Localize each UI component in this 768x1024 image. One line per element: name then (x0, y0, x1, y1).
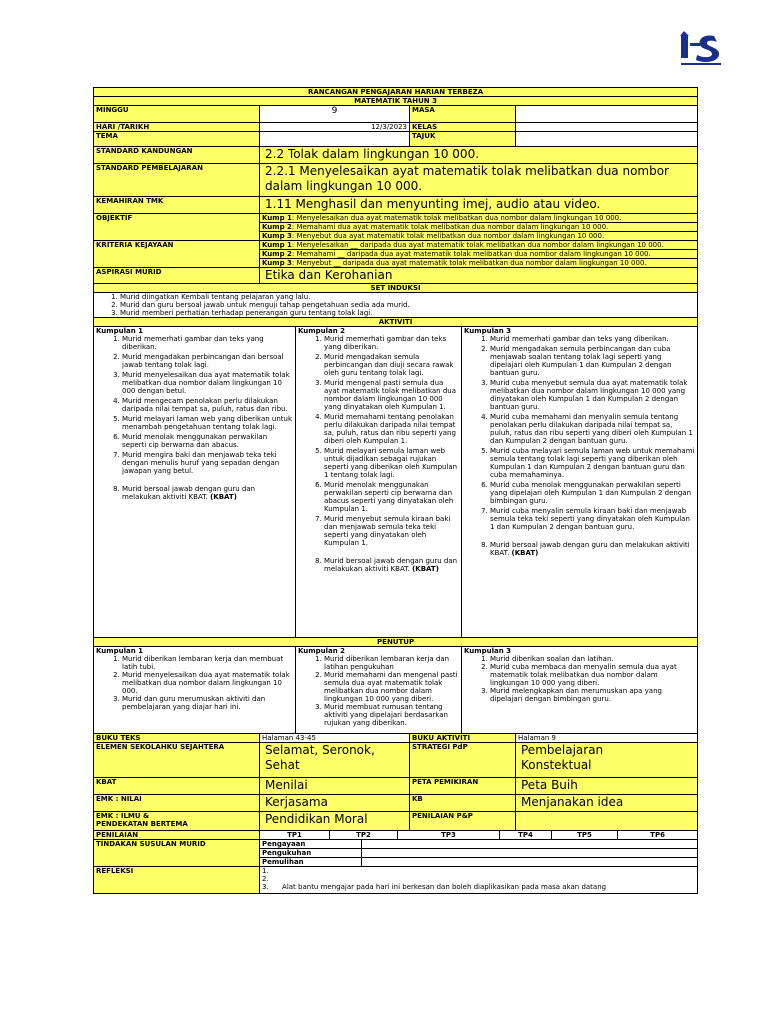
kelas-label: KELAS (410, 123, 516, 132)
strategi-value: Pembelajaran Konstektual (516, 743, 698, 778)
list-item: 6. Murid menolak menggunakan perwakilan seperti cip berwarna dan abacus. (122, 433, 293, 449)
tindakan-label: TINDAKAN SUSULAN MURID (94, 840, 260, 867)
school-logo-icon (678, 30, 724, 70)
doc-subtitle: MATEMATIK TAHUN 3 (94, 97, 698, 106)
refleksi-item: 3. Alat bantu mengajar pada hari ini berkesan dan boleh diaplikasikan pada masa akan datang (262, 883, 607, 891)
hari-label: HARI /TARIKH (94, 123, 260, 132)
list-item: 3. Murid melengkapkan dan merumuskan apa yang dipelajari dengan bimbingan guru. (490, 687, 695, 703)
aktiviti-title: AKTIVITI (94, 318, 698, 327)
masa-label: MASA (410, 106, 516, 123)
aspirasi-label: ASPIRASI MURID (94, 268, 260, 284)
tarikh-value: 12/3/2023 (260, 123, 410, 132)
emk-nilai-value: Kerjasama (260, 795, 410, 812)
list-item: 1. Murid diberikan soalan dan latihan. (490, 655, 695, 663)
list-item: 2. Murid mengadakan perbincangan dan bersoal jawab tentang tolak lagi. (122, 353, 293, 369)
tp-cell: TP1 (260, 831, 330, 840)
tindakan-item: Pengukuhan (260, 849, 362, 858)
list-item: 6. Murid cuba menolak menggunakan perwakilan seperti yang dipelajari oleh Kumpulan 1 dan Kumpulan 2 dengan bimbingan guru. (490, 481, 695, 505)
tmk-label: KEMAHIRAN TMK (94, 197, 260, 214)
list-item: 3. Murid dan guru merumuskan aktiviti dan pembelajaran yang diajar hari ini. (122, 695, 293, 711)
emk-ilmu-label: EMK : ILMU & PENDEKATAN BERTEMA (94, 812, 260, 831)
elemen-label: ELEMEN SEKOLAHKU SEJAHTERA (94, 743, 260, 778)
kumpulan-3-title: Kumpulan 3 (464, 647, 511, 655)
list-item: 1. Murid diberikan lembaran kerja dan membuat latih tubi. (122, 655, 293, 671)
aktiviti-kumpulan-2 (296, 327, 462, 638)
kumpulan-2-title: Kumpulan 2 (298, 647, 345, 655)
objektif-label: OBJEKTIF (94, 214, 260, 241)
list-item: 3. Murid menyelesaikan dua ayat matematik tolak melibatkan dua nombor dalam lingkungan 10 000 dengan betul. (122, 371, 293, 395)
penutup-kumpulan-2 (296, 647, 462, 734)
list-item: 2. Murid cuba membaca dan menyalin semula dua ayat matematik tolak melibatkan dua nombor dalam lingkungan 10 000 yang diberi. (490, 663, 695, 687)
sk-label: STANDARD KANDUNGAN (94, 147, 260, 164)
tp-cell: TP5 (552, 831, 618, 840)
penilaian-pp-label: PENILAIAN P&P (410, 812, 516, 831)
tmk-value: 1.11 Menghasil dan menyunting imej, audio atau video. (260, 197, 698, 214)
objektif-item: Kump 3: Menyebut dua ayat matematik tolak melibatkan dua nombor dalam lingkungan 10 000. (260, 232, 698, 241)
list-item: 1. Murid diingatkan Kembali tentang pelajaran yang lalu. (120, 293, 695, 301)
doc-title: RANCANGAN PENGAJARAN HARIAN TERBEZA (94, 88, 698, 97)
list-item: 8. Murid bersoal jawab dengan guru dan melakukan aktiviti KBAT. (KBAT) (324, 557, 459, 573)
sp-label: STANDARD PEMBELAJARAN (94, 164, 260, 197)
kbat-value: Menilai (260, 778, 410, 795)
kumpulan-1-title: Kumpulan 1 (96, 327, 143, 335)
rph-table (93, 87, 698, 894)
list-item: 2. Murid mengadakan semula perbincangan dan cuba menjawab soalan tentang tolak lagi seperti yang dipelajari oleh Kumpulan 1 dan Kumpulan 2 dengan bantuan guru. (490, 345, 695, 377)
penutup-title: PENUTUP (94, 638, 698, 647)
penilaian-pp-value (516, 812, 698, 831)
buku-aktiviti-label: BUKU AKTIVITI (410, 734, 516, 743)
tp-cell: TP6 (618, 831, 698, 840)
peta-value: Peta Buih (516, 778, 698, 795)
list-item: 1. Murid memerhati gambar dan teks yang diberikan. (122, 335, 293, 351)
list-item: 4. Murid cuba memahami dan menyalin semula tentang penolakan perlu dilakukan daripada nilai tempat sa, puluh, ratus dan ribu seperti yang diberi oleh Kumpulan 1 dan Kumpulan 2 dengan bantuan guru. (490, 413, 695, 445)
list-item: 3. Murid mengenal pasti semula dua ayat matematik tolak melibatkan dua nombor dalam lingkungan 10 000 yang dinyatakan oleh Kumpulan 1. (324, 379, 459, 411)
kriteria-label: KRITERIA KEJAYAAN (94, 241, 260, 268)
list-item: 5. Murid melayari semula laman web untuk dijadikan sebagai rujukan seperti yang diberikan oleh Kumpulan 1 tentang tolak lagi. (324, 447, 459, 479)
objektif-item: Kump 2: Memahami dua ayat matematik tolak melibatkan dua nombor dalam lingkungan 10 000. (260, 223, 698, 232)
refleksi-label: REFLEKSI (94, 867, 260, 894)
list-item: 1. Murid memerhati gambar dan teks yang diberikan. (324, 335, 459, 351)
list-item: 1. Murid memerhati gambar dan teks yang diberikan. (490, 335, 695, 343)
tindakan-value (362, 849, 698, 858)
kumpulan-3-title: Kumpulan 3 (464, 327, 511, 335)
penutup-kumpulan-1 (94, 647, 296, 734)
masa-value (516, 106, 698, 123)
aktiviti-kumpulan-1 (94, 327, 296, 638)
tema-label: TEMA (94, 132, 260, 147)
buku-teks-value: Halaman 43-45 (260, 734, 410, 743)
tajuk-value (516, 132, 698, 147)
emk-ilmu-value: Pendidikan Moral (260, 812, 410, 831)
list-item: 4. Murid mengecam penolakan perlu dilakukan daripada nilai tempat sa, puluh, ratus dan ribu. (122, 397, 293, 413)
set-induksi-list (94, 293, 698, 318)
aktiviti-kumpulan-3 (462, 327, 698, 638)
refleksi-item: 2. (262, 875, 269, 883)
list-item: 2. Murid dan guru bersoal jawab untuk menguji tahap pengetahuan sedia ada murid. (120, 301, 695, 309)
tindakan-item: Pemulihan (260, 858, 362, 867)
list-item: 7. Murid cuba menyalin semula kiraan baki dan menjawab semula teka teki seperti yang dinyatakan oleh Kumpulan 1 dan Kumpulan 2 dengan bantuan guru. (490, 507, 695, 531)
list-item: 8. Murid bersoal jawab dengan guru dan melakukan aktiviti KBAT. (KBAT) (490, 541, 695, 557)
tindakan-value (362, 858, 698, 867)
minggu-value: 9 (260, 106, 410, 123)
kumpulan-1-title: Kumpulan 1 (96, 647, 143, 655)
list-item: 2. Murid menyelesaikan dua ayat matematik tolak melibatkan dua nombor dalam lingkungan 10 000. (122, 671, 293, 695)
sp-value: 2.2.1 Menyelesaikan ayat matematik tolak melibatkan dua nombor dalam lingkungan 10 000. (260, 164, 698, 197)
list-item: 6. Murid menolak menggunakan perwakilan seperti cip berwarna dan abacus seperti yang dinyatakan oleh Kumpulan 1. (324, 481, 459, 513)
aspirasi-value: Etika dan Kerohanian (260, 268, 698, 284)
tp-cell: TP3 (398, 831, 500, 840)
tp-cell: TP2 (330, 831, 398, 840)
list-item: 3. Murid membuat rumusan tentang aktiviti yang dipelajari berdasarkan rujukan yang diberikan. (324, 703, 459, 727)
kriteria-item: Kump 3: Menyebut __ daripada dua ayat matematik tolak melibatkan dua nombor dalam lingkungan 10 000. (260, 259, 698, 268)
emk-nilai-label: EMK : NILAI (94, 795, 260, 812)
kelas-value (516, 123, 698, 132)
list-item: 7. Murid mengira baki dan menjawab teka teki dengan menulis huruf yang sepadan dengan jawapan yang betul. (122, 451, 293, 475)
objektif-item: Kump 1: Menyelesaikan dua ayat matematik tolak melibatkan dua nombor dalam lingkungan 10 000. (260, 214, 698, 223)
list-item: 1. Murid diberikan lembaran kerja dan latihan pengukuhan (324, 655, 459, 671)
penutup-kumpulan-3 (462, 647, 698, 734)
kb-value: Menjanakan idea (516, 795, 698, 812)
list-item: 3. Murid cuba menyebut semula dua ayat matematik tolak melibatkan dua nombor dalam lingkungan 10 000 yang dinyatakan oleh Kumpulan 1 dan Kumpulan 2 dengan bantuan guru. (490, 379, 695, 411)
kumpulan-2-title: Kumpulan 2 (298, 327, 345, 335)
tema-value (260, 132, 410, 147)
list-item: 5. Murid melayari laman web yang diberikan untuk menambah pengetahuan tentang tolak lagi. (122, 415, 293, 431)
list-item: 8. Murid bersoal jawab dengan guru dan melakukan aktiviti KBAT. (KBAT) (122, 485, 293, 501)
list-item: 7. Murid menyebut semula kiraan baki dan menjawab semula teka teki seperti yang dinyatakan oleh Kumpulan 1. (324, 515, 459, 547)
tajuk-label: TAJUK (410, 132, 516, 147)
elemen-value: Selamat, Seronok, Sehat (260, 743, 410, 778)
kbat-label: KBAT (94, 778, 260, 795)
peta-label: PETA PEMIKIRAN (410, 778, 516, 795)
refleksi-list (260, 867, 698, 894)
kriteria-item: Kump 1: Menyelesaikan __ daripada dua ayat matematik tolak melibatkan dua nombor dalam lingkungan 10 000. (260, 241, 698, 250)
buku-aktiviti-value: Halaman 9 (516, 734, 698, 743)
strategi-label: STRATEGI PdP (410, 743, 516, 778)
penilaian-label: PENILAIAN (94, 831, 260, 840)
kb-label: KB (410, 795, 516, 812)
tindakan-value (362, 840, 698, 849)
list-item: 3. Murid memberi perhatian terhadap penerangan guru tentang tolak lagi. (120, 309, 695, 317)
list-item: 2. Murid mengadakan semula perbincangan dan diuji secara rawak oleh guru tentang tolak lagi. (324, 353, 459, 377)
kriteria-item: Kump 2: Memahami __ daripada dua ayat matematik tolak melibatkan dua nombor dalam lingkungan 10 000. (260, 250, 698, 259)
list-item: 5. Murid cuba melayari semula laman web untuk memahami semula tentang tolak lagi seperti yang diberikan oleh Kumpulan 1 dan Kumpulan 2 dengan bantuan guru dan cuba memahaminya. (490, 447, 695, 479)
tp-cell: TP4 (500, 831, 552, 840)
tindakan-item: Pengayaan (260, 840, 362, 849)
minggu-label: MINGGU (94, 106, 260, 123)
set-induksi-title: SET INDUKSI (94, 284, 698, 293)
buku-teks-label: BUKU TEKS (94, 734, 260, 743)
list-item: 2. Murid memahami dan mengenal pasti semula dua ayat matematik tolak melibatkan dua nombor dalam lingkungan 10 000 yang diberi. (324, 671, 459, 703)
refleksi-item: 1. (262, 867, 269, 875)
sk-value: 2.2 Tolak dalam lingkungan 10 000. (260, 147, 698, 164)
list-item: 4. Murid memahami tentang penolakan perlu dilakukan daripada nilai tempat sa, puluh, ratus dan ribu seperti yang diberi oleh Kumpulan 1. (324, 413, 459, 445)
